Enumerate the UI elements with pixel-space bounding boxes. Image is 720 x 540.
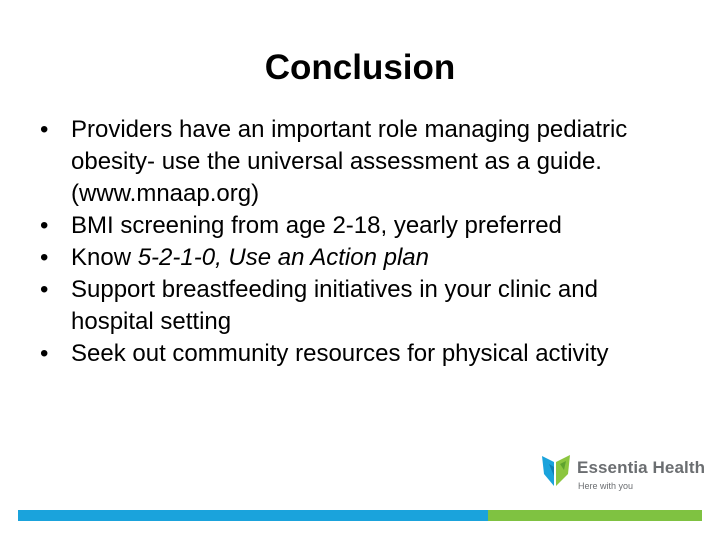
- logo-tagline: Here with you: [578, 481, 634, 491]
- bullet-text: Know: [71, 244, 138, 271]
- bullet-item: • Support breastfeeding initiatives in your clinic and hospital setting: [40, 274, 680, 338]
- bullet-item: • BMI screening from age 2-18, yearly preferred: [40, 210, 680, 242]
- bullet-item: [40, 242, 680, 274]
- logo-name: Essentia Health: [577, 458, 706, 477]
- slide-title: Conclusion: [264, 48, 456, 87]
- footer-bar-blue: [18, 510, 488, 521]
- footer-color-bar: [18, 510, 702, 521]
- bullet-list: [40, 114, 680, 370]
- footer-bar-green: [488, 510, 702, 521]
- essentia-leaf-icon: [540, 452, 572, 488]
- bullet-item: • Providers have an important role managing pediatric obesity- use the universal assessment as a guide. (www.mnaap.org): [40, 114, 680, 210]
- essentia-health-logo: [540, 452, 710, 496]
- bullet-emphasis: 5-2-1-0, Use an Action plan: [137, 244, 429, 271]
- bullet-item: • Seek out community resources for physical activity: [40, 338, 680, 370]
